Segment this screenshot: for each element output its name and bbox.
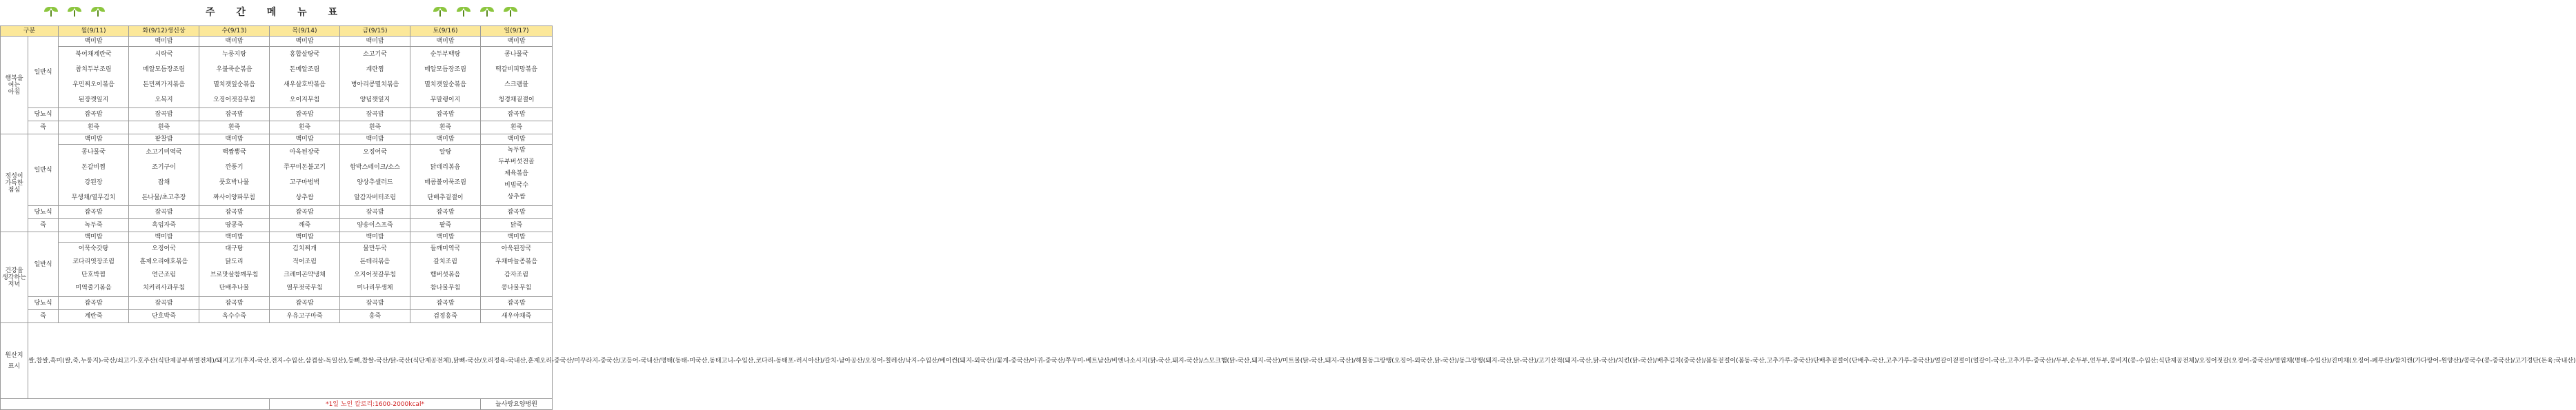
menu-item: 참치두부조림 — [75, 66, 112, 73]
porridge-menu-cell: 흥죽 — [340, 310, 410, 323]
menu-item: 상추쌈 — [295, 194, 314, 201]
menu-item: 팥찰밥 — [129, 134, 199, 145]
sprout-icon — [455, 6, 472, 17]
meal-general-row — [1, 232, 553, 297]
menu-item: 크레미곤약냉채 — [284, 271, 326, 278]
diabetic-menu-cell: 잡곡밥 — [129, 206, 199, 219]
menu-item: 백미밥 — [59, 37, 128, 47]
porridge-menu-cell: 단호박죽 — [129, 310, 199, 323]
meal-diabetic-row — [1, 206, 553, 219]
day-menu-cell — [340, 232, 410, 297]
meal-diabetic-row — [1, 297, 553, 310]
menu-item: 닭데리볶음 — [430, 164, 461, 171]
menu-item: 병아리콩멸치볶음 — [350, 81, 399, 88]
day-menu-cell — [481, 37, 553, 108]
day-menu-cell — [59, 134, 129, 206]
menu-item: 돈데리볶음 — [359, 258, 390, 265]
footer-blank — [1, 399, 270, 410]
diabetic-menu-cell: 잡곡밥 — [410, 297, 481, 310]
day-menu-cell — [199, 134, 270, 206]
menu-item: 소고기미역국 — [146, 149, 182, 156]
day-menu-cell — [199, 37, 270, 108]
day-menu-cell — [59, 37, 129, 108]
menu-item: 브로맛살참깨무침 — [210, 271, 259, 278]
menu-item: 우채마늘종볶음 — [495, 258, 537, 265]
menu-item: 백미밥 — [340, 232, 410, 243]
menu-item: 스크램블 — [504, 81, 528, 88]
menu-item: 누룽지탕 — [222, 51, 246, 58]
page-header — [0, 0, 552, 26]
menu-item: 홍합살탕국 — [289, 51, 320, 58]
menu-item: 떡갈비피망볶음 — [495, 66, 537, 73]
menu-item: 오이지무침 — [289, 96, 320, 103]
menu-item: 돈민찌가지볶음 — [143, 81, 185, 88]
menu-item: 들깨미역국 — [430, 245, 461, 252]
porridge-menu-cell: 옥수수죽 — [199, 310, 270, 323]
calorie-note: *1일 노인 칼로리:1600-2000kcal* — [270, 399, 481, 410]
porridge-menu-cell: 녹두죽 — [59, 219, 129, 232]
menu-item: 강된장 — [84, 179, 103, 186]
diabetic-menu-cell: 잡곡밥 — [481, 206, 553, 219]
menu-item: 대구탕 — [225, 245, 244, 252]
meal-porridge-row — [1, 121, 553, 134]
menu-item: 백미밥 — [481, 232, 552, 243]
menu-item: 백미밥 — [59, 134, 128, 145]
menu-item: 풋호박나물 — [219, 179, 250, 186]
menu-item: 메알모듬장조림 — [143, 66, 185, 73]
menu-item: 양념깻잎지 — [359, 96, 390, 103]
menu-item: 멸치캣잎순볶음 — [424, 81, 466, 88]
day-menu-cell — [199, 232, 270, 297]
menu-item: 무말랭이지 — [430, 96, 461, 103]
porridge-menu-cell: 양송이스프죽 — [340, 219, 410, 232]
header-row — [1, 26, 553, 37]
sprout-icon — [479, 6, 495, 17]
day-header: 금(9/15) — [340, 26, 410, 37]
menu-item: 조기구이 — [152, 164, 176, 171]
day-menu-cell — [129, 134, 199, 206]
menu-item: 미역줄기볶음 — [75, 285, 112, 291]
meal-general-row — [1, 134, 553, 206]
menu-item: 오징어젓갈무침 — [213, 96, 255, 103]
day-menu-cell — [481, 134, 553, 206]
menu-item: 돈나물/초고추장 — [141, 194, 186, 201]
diet-type-label: 당뇨식 — [28, 206, 59, 219]
day-menu-cell — [270, 232, 340, 297]
day-menu-cell — [340, 134, 410, 206]
meal-name: 건강을 생각하는 저녁 — [1, 232, 28, 323]
menu-item: 비빔국수 — [504, 182, 528, 189]
menu-item: 백미밥 — [199, 134, 269, 145]
meal-diabetic-row — [1, 108, 553, 121]
menu-item: 돈메알조림 — [289, 66, 320, 73]
menu-item: 백미밥 — [340, 37, 410, 47]
menu-item: 백미밥 — [481, 134, 552, 145]
porridge-menu-cell: 계란죽 — [59, 310, 129, 323]
day-header: 일(9/17) — [481, 26, 553, 37]
porridge-menu-cell: 땅콩죽 — [199, 219, 270, 232]
menu-item: 백미밥 — [410, 134, 480, 145]
day-menu-cell — [129, 232, 199, 297]
porridge-menu-cell: 흰죽 — [410, 121, 481, 134]
menu-item: 콩나물국 — [81, 149, 106, 156]
menu-item: 알감자버터조림 — [354, 194, 396, 201]
menu-item: 닭도리 — [225, 258, 244, 265]
menu-item: 단호박찜 — [81, 271, 106, 278]
menu-item: 메알모듬장조림 — [424, 66, 466, 73]
menu-item: 백미밥 — [410, 37, 480, 47]
meal-name: 정성이 가득한 점심 — [1, 134, 28, 232]
day-menu-cell — [481, 232, 553, 297]
diabetic-menu-cell: 잡곡밥 — [129, 297, 199, 310]
menu-item: 감자조림 — [504, 271, 528, 278]
menu-item: 단배추겉절이 — [427, 194, 464, 201]
porridge-menu-cell: 흑임자죽 — [129, 219, 199, 232]
menu-item: 두부버섯전골 — [498, 158, 535, 165]
diabetic-menu-cell: 잡곡밥 — [270, 206, 340, 219]
porridge-menu-cell: 검정흥죽 — [410, 310, 481, 323]
menu-item: 참나물무침 — [430, 285, 461, 291]
sprout-icon — [432, 6, 448, 17]
meal-name: 행복을 여는 아침 — [1, 37, 28, 134]
menu-item: 새우살호박볶음 — [284, 81, 326, 88]
diabetic-menu-cell: 잡곡밥 — [199, 297, 270, 310]
menu-item: 상추쌈 — [507, 194, 526, 201]
menu-item: 북어채계란국 — [75, 51, 112, 58]
facility-name: 늘사랑요양병원 — [481, 399, 553, 410]
menu-item: 미나리무생채 — [357, 285, 393, 291]
diabetic-menu-cell: 잡곡밥 — [340, 108, 410, 121]
day-header: 수(9/13) — [199, 26, 270, 37]
menu-item: 시락국 — [155, 51, 173, 58]
day-header: 화(9/12)생신상 — [129, 26, 199, 37]
diabetic-menu-cell: 잡곡밥 — [59, 108, 129, 121]
menu-item: 오징어국 — [363, 149, 387, 156]
menu-item: 청경채겉절이 — [498, 96, 535, 103]
porridge-menu-cell: 흰죽 — [129, 121, 199, 134]
menu-item: 순두부백탕 — [430, 51, 461, 58]
menu-item: 치커리사과무침 — [143, 285, 185, 291]
menu-item: 콩나물국 — [504, 51, 528, 58]
menu-item: 오징어국 — [152, 245, 176, 252]
menu-item: 알탕 — [439, 149, 452, 156]
diet-type-label: 당뇨식 — [28, 297, 59, 310]
meal-porridge-row — [1, 310, 553, 323]
porridge-menu-cell: 흰죽 — [59, 121, 129, 134]
menu-item: 우민찌오이볶음 — [72, 81, 115, 88]
porridge-menu-cell: 깨죽 — [270, 219, 340, 232]
diet-type-label: 일반식 — [28, 37, 59, 108]
porridge-menu-cell: 우유고구마죽 — [270, 310, 340, 323]
origin-label: 원산지 표시 — [1, 323, 28, 399]
diet-type-label: 일반식 — [28, 232, 59, 297]
sprout-icon — [502, 6, 519, 17]
menu-item: 계란찜 — [366, 66, 384, 73]
day-menu-cell — [410, 134, 481, 206]
porridge-menu-cell: 흰죽 — [481, 121, 553, 134]
porridge-menu-cell: 닭죽 — [481, 219, 553, 232]
menu-item: 우불죽순볶음 — [216, 66, 252, 73]
menu-item: 코다리엿장조림 — [72, 258, 115, 265]
page-title: 주 간 메 뉴 표 — [205, 7, 347, 18]
menu-item: 짜사이양파무침 — [213, 194, 255, 201]
day-menu-cell — [129, 37, 199, 108]
origin-text: 쌀,찹쌀,흑미(쌀,죽,누룽지)-국산/쇠고기-호주산(식단제공부위별전체)/돼지고기(후지-국산,전지-수입산,삼겹살-독일산),등뼈,찹쌀-국산/닭-국산(식단제공전체),닭뼈-국산/오리정육-국내산,훈제오리-중국산/미꾸라지-중국산/고등어-국내산/명태(동태-미국산,동태고니-수입산,코다리-동태포-러시아산)/갈치-남아공산/오징어-칠레산/낙지-수입산/베이컨(돼지-외국산)/꽃게-중국산/아귀-중국산/쭈꾸미-베트남산/비엔나소시지(닭-국산,돼지-국산)/스모크햄(닭-국산,돼지-국산)/미트볼(닭-국산,돼지-국산)/해물동그랑땡(오징어-외국산,닭-국산)/동그랑땡(돼지-국산,닭-국산)/고기산적(돼지-국산,닭-국산)/치킨(닭-국산)/배추김치(중국산)/봄동겉절이(봄동-국산,고추가루-중국산)단배추겉절이(단배추-국산,고추가루-중국산)/얼갈이겉절이(얼갈이-국산,고추가루-중국산)/두부,순두부,연두부,콩비지(콩-수입산:식단제공전체)/오징어젓갈(오징어-중국산)/명엽채(명태-수입산)/진미채(오징어-페루산)/참치캔(가다랑어-원양산)/콩국수(콩-중국산)/고기경단(돈육:국내산) — [28, 323, 553, 399]
weekly-menu-table — [0, 25, 2576, 410]
menu-item: 백미밥 — [270, 134, 339, 145]
menu-item: 백미밥 — [129, 232, 199, 243]
menu-item: 백미밥 — [199, 232, 269, 243]
day-header: 월(9/11) — [59, 26, 129, 37]
menu-item: 백미밥 — [481, 37, 552, 47]
menu-item: 녹두밥 — [507, 147, 526, 154]
menu-item: 백미밥 — [270, 37, 339, 47]
corner-label: 구분 — [1, 26, 59, 37]
day-menu-cell — [410, 37, 481, 108]
porridge-menu-cell: 새우야채죽 — [481, 310, 553, 323]
menu-item: 매콤볼어묵조림 — [424, 179, 466, 186]
diabetic-menu-cell: 잡곡밥 — [481, 297, 553, 310]
diet-type-label: 죽 — [28, 310, 59, 323]
menu-item: 백짬뽕국 — [222, 149, 246, 156]
menu-item: 연근조림 — [152, 271, 176, 278]
diabetic-menu-cell: 잡곡밥 — [340, 297, 410, 310]
day-header: 목(9/14) — [270, 26, 340, 37]
day-header: 토(9/16) — [410, 26, 481, 37]
diabetic-menu-cell: 잡곡밥 — [340, 206, 410, 219]
meal-general-row — [1, 37, 553, 108]
diabetic-menu-cell: 잡곡밥 — [199, 206, 270, 219]
menu-item: 백미밥 — [340, 134, 410, 145]
menu-item: 된장깻잎지 — [78, 96, 109, 103]
footer-row — [1, 399, 553, 410]
menu-item: 김치찌개 — [293, 245, 317, 252]
menu-item: 어묵숙갓탕 — [78, 245, 109, 252]
menu-item: 단배추나물 — [219, 285, 250, 291]
menu-item: 아욱된장국 — [289, 149, 320, 156]
menu-item: 열무젓국무침 — [286, 285, 323, 291]
day-menu-cell — [59, 232, 129, 297]
menu-item: 고구마범벅 — [289, 179, 320, 186]
menu-item: 잡채 — [157, 179, 170, 186]
menu-item: 깐풍기 — [225, 164, 244, 171]
menu-item: 쭈꾸미돈불고기 — [284, 164, 326, 171]
diabetic-menu-cell: 잡곡밥 — [59, 206, 129, 219]
diet-type-label: 당뇨식 — [28, 108, 59, 121]
menu-item: 백미밥 — [270, 232, 339, 243]
menu-item: 갈치조림 — [433, 258, 457, 265]
menu-item: 적어조림 — [293, 258, 317, 265]
diabetic-menu-cell: 잡곡밥 — [270, 108, 340, 121]
menu-item: 무생채/열무김치 — [71, 194, 116, 201]
menu-item: 소고기국 — [363, 51, 387, 58]
sprout-decoration-right — [432, 6, 519, 17]
menu-item: 백미밥 — [129, 37, 199, 47]
day-menu-cell — [270, 37, 340, 108]
menu-item: 오복지 — [155, 96, 173, 103]
menu-item: 백미밥 — [410, 232, 480, 243]
diet-type-label: 일반식 — [28, 134, 59, 206]
porridge-menu-cell: 흰죽 — [270, 121, 340, 134]
menu-item: 콩나물무침 — [501, 285, 532, 291]
diabetic-menu-cell: 잡곡밥 — [410, 108, 481, 121]
menu-item: 함박스테이크/소스 — [350, 164, 400, 171]
origin-row — [1, 323, 553, 399]
menu-item: 오지어젓갈무침 — [354, 271, 396, 278]
day-menu-cell — [270, 134, 340, 206]
diabetic-menu-cell: 잡곡밥 — [129, 108, 199, 121]
porridge-menu-cell: 팥죽 — [410, 219, 481, 232]
diabetic-menu-cell: 잡곡밥 — [270, 297, 340, 310]
menu-item: 백미밥 — [59, 232, 128, 243]
diabetic-menu-cell: 잡곡밥 — [481, 108, 553, 121]
menu-item: 백미밥 — [199, 37, 269, 47]
meal-porridge-row — [1, 219, 553, 232]
porridge-menu-cell: 흰죽 — [340, 121, 410, 134]
menu-item: 훈제오리애호볶음 — [139, 258, 188, 265]
menu-item: 물만두국 — [363, 245, 387, 252]
diabetic-menu-cell: 잡곡밥 — [410, 206, 481, 219]
day-menu-cell — [410, 232, 481, 297]
menu-item: 햄버섯볶음 — [430, 271, 461, 278]
diabetic-menu-cell: 잡곡밥 — [59, 297, 129, 310]
day-menu-cell — [340, 37, 410, 108]
menu-item: 양상추샐러드 — [357, 179, 393, 186]
diet-type-label: 죽 — [28, 121, 59, 134]
diabetic-menu-cell: 잡곡밥 — [199, 108, 270, 121]
diet-type-label: 죽 — [28, 219, 59, 232]
menu-item: 멸치캣잎순볶음 — [213, 81, 255, 88]
menu-item: 돈갈비찜 — [81, 164, 106, 171]
menu-item: 제육볶음 — [504, 170, 528, 177]
menu-item: 아욱된장국 — [501, 245, 532, 252]
porridge-menu-cell: 흰죽 — [199, 121, 270, 134]
